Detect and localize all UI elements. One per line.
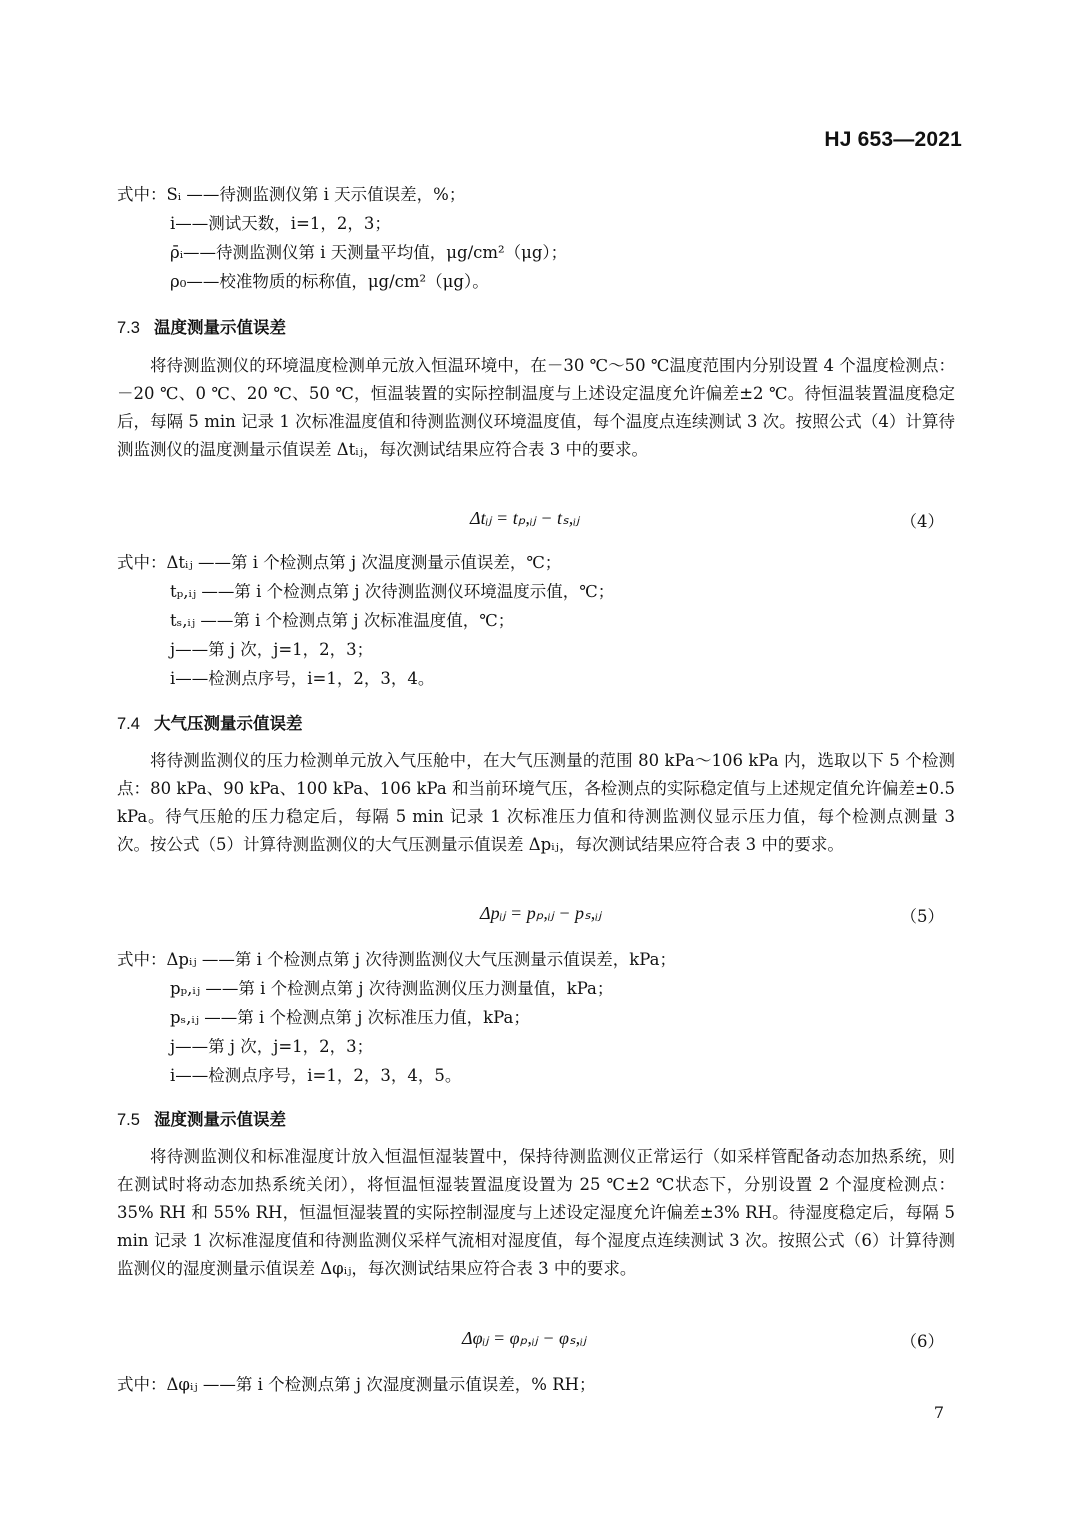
eq4-def-tp: tₚ,ᵢⱼ ——第 i 个检测点第 j 次待测监测仪环境温度示值，℃；: [170, 582, 615, 601]
section-7-5-number: 7.5: [117, 1111, 140, 1129]
formula-4: Δtᵢⱼ = tₚ,ᵢⱼ − tₛ,ᵢⱼ: [470, 508, 580, 528]
eq4-def-i: i——检测点序号，i=1，2，3，4。: [170, 669, 435, 688]
document-code: HJ 653—2021: [824, 128, 962, 151]
section-7-4-heading: [117, 710, 302, 734]
page-number: 7: [933, 1403, 944, 1422]
eq4-def-delta-t: 式中：Δtᵢⱼ ——第 i 个检测点第 j 次温度测量示值误差，℃；: [117, 553, 562, 572]
formula-5: Δpᵢⱼ = pₚ,ᵢⱼ − pₛ,ᵢⱼ: [480, 903, 602, 923]
section-7-4-title: 大气压测量示值误差: [153, 714, 303, 733]
eq5-def-ps: pₛ,ᵢⱼ ——第 i 个检测点第 j 次标准压力值，kPa；: [170, 1008, 530, 1027]
eq6-def-delta-phi: 式中：Δφᵢⱼ ——第 i 个检测点第 j 次湿度测量示值误差，% RH；: [117, 1375, 596, 1394]
eq3-def-si: 式中：Sᵢ ——待测监测仪第 i 天示值误差，%；: [117, 185, 466, 204]
eq5-def-delta-p: 式中：Δpᵢⱼ ——第 i 个检测点第 j 次待测监测仪大气压测量示值误差，kPa；: [117, 950, 676, 969]
equation-number-6: （6）: [900, 1332, 944, 1351]
eq5-def-j: j——第 j 次，j=1，2，3；: [170, 1037, 374, 1056]
section-7-4-number: 7.4: [117, 715, 140, 733]
section-7-3-number: 7.3: [117, 319, 140, 337]
section-7-3-heading: [117, 314, 286, 338]
equation-number-5: （5）: [900, 907, 944, 926]
eq3-def-rho0: ρ₀——校准物质的标称值，μg/cm²（μg）。: [170, 272, 489, 291]
section-7-3-title: 温度测量示值误差: [153, 318, 286, 337]
section-7-5-title: 湿度测量示值误差: [153, 1110, 286, 1129]
eq4-def-ts: tₛ,ᵢⱼ ——第 i 个检测点第 j 次标准温度值，℃；: [170, 611, 515, 630]
eq4-def-j: j——第 j 次，j=1，2，3；: [170, 640, 374, 659]
formula-6: Δφᵢⱼ = φₚ,ᵢⱼ − φₛ,ᵢⱼ: [462, 1328, 587, 1348]
eq3-def-rho-bar: ρ̄ᵢ——待测监测仪第 i 天测量平均值，μg/cm²（μg）；: [170, 243, 568, 262]
eq3-def-i: i——测试天数，i=1，2，3；: [170, 214, 391, 233]
eq5-def-pp: pₚ,ᵢⱼ ——第 i 个检测点第 j 次待测监测仪压力测量值，kPa；: [170, 979, 614, 998]
eq5-def-i: i——检测点序号，i=1，2，3，4，5。: [170, 1066, 462, 1085]
section-7-5-heading: [117, 1106, 286, 1130]
section-7-3-body: 将待测监测仪的环境温度检测单元放入恒温环境中，在－30 ℃～50 ℃温度范围内分别设置 4 个温度检测点：－20 ℃、0 ℃、20 ℃、50 ℃，恒温装置的实际控制温度与上述设定温度允许偏差±2 ℃。待恒温装置温度稳定后，每隔 5 min 记录 1 次标准温度值和待测监测仪环境温度值，每个温度点连续测试 3 次。按照公式（4）计算待测监测仪的温度测量示值误差 Δtᵢⱼ，每次测试结果应符合表 3 中的要求。: [117, 356, 955, 459]
section-7-5-body: 将待测监测仪和标准湿度计放入恒温恒湿装置中，保持待测监测仪正常运行（如采样管配备动态加热系统，则在测试时将动态加热系统关闭），将恒温恒湿装置温度设置为 25 ℃±2 ℃状态下，分别设置 2 个湿度检测点：35% RH 和 55% RH，恒温恒湿装置的实际控制湿度与上述设定湿度允许偏差±3% RH。待湿度稳定后，每隔 5 min 记录 1 次标准湿度值和待测监测仪采样气流相对湿度值，每个湿度点连续测试 3 次。按照公式（6）计算待测监测仪的湿度测量示值误差 Δφᵢⱼ，每次测试结果应符合表 3 中的要求。: [117, 1147, 955, 1278]
section-7-4-body: 将待测监测仪的压力检测单元放入气压舱中，在大气压测量的范围 80 kPa～106 kPa 内，选取以下 5 个检测点：80 kPa、90 kPa、100 kPa、106 kPa 和当前环境气压，各检测点的实际稳定值与上述规定值允许偏差±0.5 kPa。待气压舱的压力稳定后，每隔 5 min 记录 1 次标准压力值和待测监测仪显示压力值，每个检测点测量 3 次。按公式（5）计算待测监测仪的大气压测量示值误差 Δpᵢⱼ，每次测试结果应符合表 3 中的要求。: [117, 751, 955, 854]
equation-number-4: （4）: [900, 512, 944, 531]
